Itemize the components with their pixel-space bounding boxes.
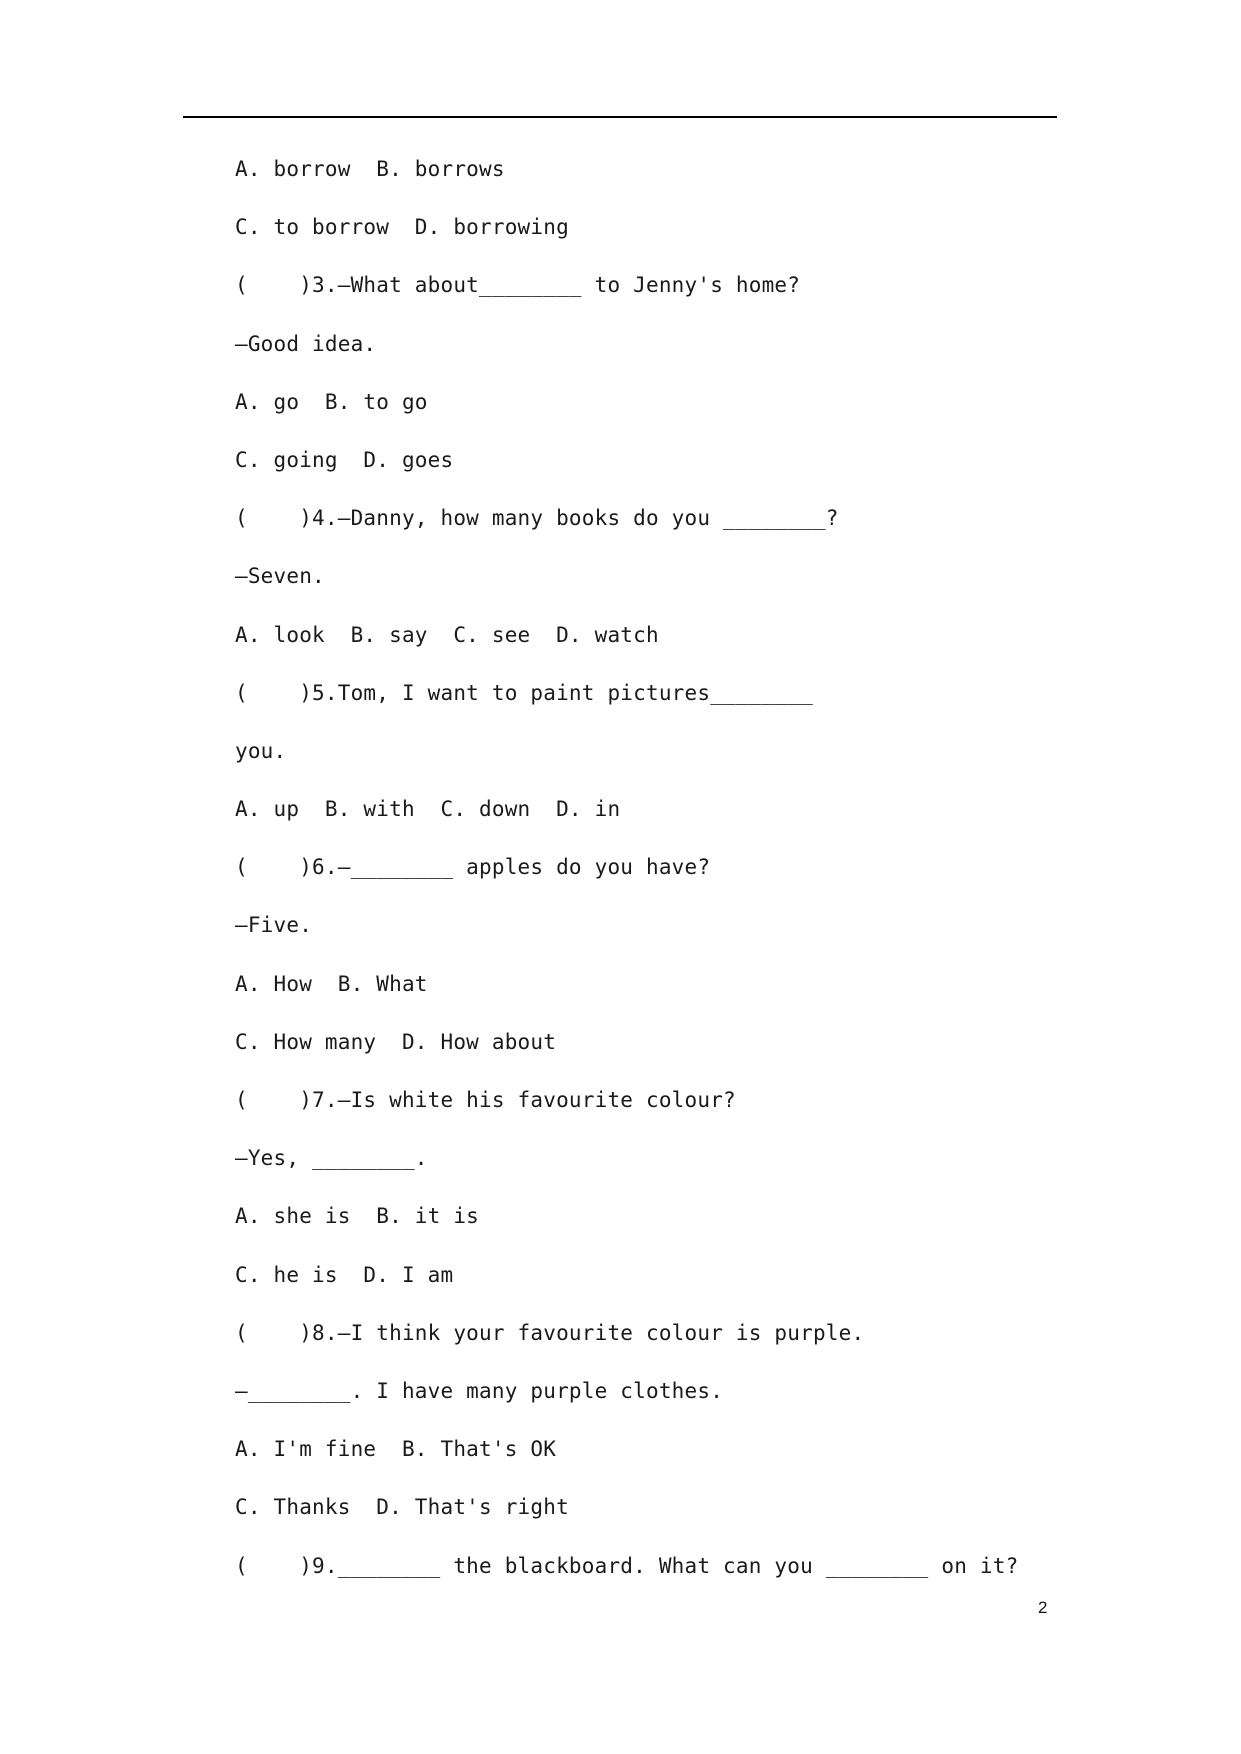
answer-line: —Five.: [235, 913, 313, 938]
option-line: A. she is B. it is: [235, 1204, 480, 1229]
option-line: A. How B. What: [235, 971, 428, 996]
question-5-continuation: you.: [235, 738, 287, 763]
question-list: [235, 152, 1035, 1607]
question-4: ( )4.—Danny, how many books do you ________?: [235, 506, 839, 531]
answer-line: —Seven.: [235, 564, 325, 589]
option-line: C. he is D. I am: [235, 1262, 454, 1287]
answer-line: —________. I have many purple clothes.: [235, 1378, 724, 1403]
question-8: ( )8.—I think your favourite colour is purple.: [235, 1320, 865, 1345]
question-9: ( )9.________ the blackboard. What can you ________ on it?: [235, 1553, 1019, 1578]
question-7: ( )7.—Is white his favourite colour?: [235, 1088, 736, 1112]
option-line: A. borrow B. borrows: [235, 157, 505, 181]
option-line: C. to borrow D. borrowing: [235, 215, 569, 240]
header-rule: [183, 116, 1057, 118]
option-line: C. Thanks D. That's right: [235, 1495, 569, 1520]
question-3: ( )3.—What about________ to Jenny's home?: [235, 273, 801, 298]
option-line: A. I'm fine B. That's OK: [235, 1437, 557, 1462]
question-6: ( )6.—________ apples do you have?: [235, 855, 711, 880]
answer-line: —Yes, ________.: [235, 1146, 428, 1171]
option-line: C. going D. goes: [235, 447, 454, 472]
option-line: A. go B. to go: [235, 389, 428, 414]
option-line: A. look B. say C. see D. watch: [235, 622, 659, 647]
option-line: A. up B. with C. down D. in: [235, 797, 621, 822]
question-5: ( )5.Tom, I want to paint pictures________: [235, 680, 813, 705]
option-line: C. How many D. How about: [235, 1029, 557, 1054]
answer-line: —Good idea.: [235, 331, 377, 356]
page-number: 2: [1038, 1598, 1048, 1617]
